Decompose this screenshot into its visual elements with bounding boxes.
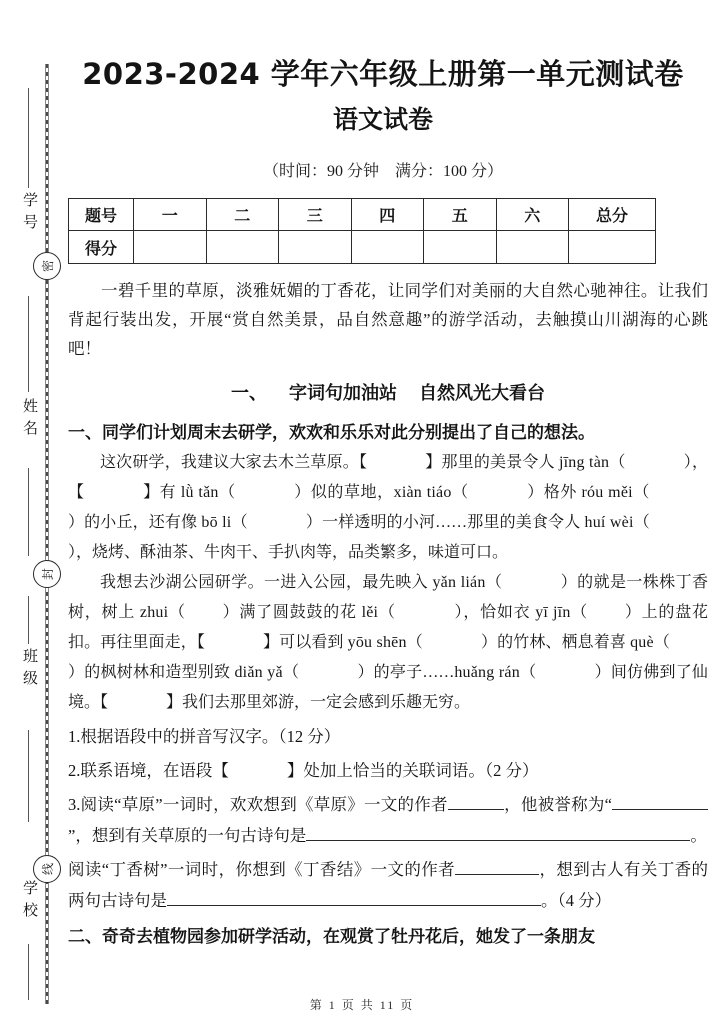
answer-blank-11[interactable] bbox=[423, 628, 481, 658]
passage-b-text-7: 的竹林、栖息着喜 bbox=[497, 634, 626, 651]
section-heading-one bbox=[68, 379, 708, 405]
answer-blank-3[interactable] bbox=[469, 478, 527, 508]
bracket-blank-a1[interactable] bbox=[367, 448, 425, 478]
page-footer: 第 1 页 共 11 页 bbox=[309, 998, 415, 1012]
sub-question-3-text-d: 。 bbox=[690, 826, 707, 845]
answer-line-author-caoyuan[interactable] bbox=[448, 794, 504, 810]
answer-line-honorific[interactable] bbox=[612, 794, 708, 810]
answer-blank-12[interactable] bbox=[670, 628, 708, 658]
passage-a-text-9: ，烧烤、酥油茶、牛肉干、手扒肉等，品类繁多，味道可口。 bbox=[76, 544, 509, 561]
sub-question-4 bbox=[68, 854, 708, 916]
pinyin-jingtan: jīng tàn bbox=[558, 454, 610, 471]
pinyin-zhui: zhui bbox=[139, 604, 169, 621]
sub-question-4-text-c: 。（4 分） bbox=[541, 891, 612, 910]
sub-question-2-text-a: 2.联系语境，在语段【 bbox=[68, 761, 229, 780]
seal-field-name: 姓名 bbox=[21, 398, 37, 442]
answer-line-author-dingxiang[interactable] bbox=[455, 859, 539, 875]
passage-b-text-1: 我想去沙湖公园研学。一进入公园，最先映入 bbox=[100, 574, 429, 591]
answer-blank-13[interactable] bbox=[299, 658, 357, 688]
answer-line-poem-caoyuan-2[interactable] bbox=[606, 825, 690, 841]
pinyin-huangran: huǎng rán bbox=[454, 664, 520, 681]
passage-a-text-1: 这次研学，我建议大家去木兰草原。【 bbox=[100, 454, 368, 471]
seal-stamp-feng: 封 bbox=[33, 560, 61, 588]
sub-question-3-text-c: ”，想到有关草原的一句古诗句是 bbox=[68, 826, 307, 845]
passage-a-text-4: 】有 bbox=[142, 484, 177, 501]
seal-rule-6 bbox=[28, 944, 29, 1000]
score-cell-5[interactable] bbox=[424, 231, 497, 264]
seal-rule-4 bbox=[28, 596, 29, 644]
passage-b-text-5: 上的盘花扣。再往里面走，【 bbox=[68, 604, 708, 651]
pinyin-huiwei: huí wèi bbox=[584, 514, 634, 531]
exam-body bbox=[68, 276, 708, 952]
answer-blank-6[interactable] bbox=[650, 508, 708, 538]
sealing-line-sidebar bbox=[0, 0, 60, 1024]
passage-b-text-11: 】我们去那里郊游，一定会感到乐趣无穷。 bbox=[166, 694, 471, 711]
pinyin-yijin: yī jīn bbox=[535, 604, 571, 621]
score-cell-total[interactable] bbox=[569, 231, 656, 264]
score-table bbox=[68, 198, 656, 264]
passage-b-text-9: 的亭子…… bbox=[373, 664, 455, 681]
sub-question-3 bbox=[68, 789, 708, 851]
score-cell-1[interactable] bbox=[134, 231, 207, 264]
passage-a-text-7: 的小丘，还有像 bbox=[84, 514, 198, 531]
answer-blank-2[interactable] bbox=[236, 478, 294, 508]
seal-field-school: 学校 bbox=[21, 880, 37, 924]
table-row-header bbox=[69, 199, 656, 231]
table-row-score bbox=[69, 231, 656, 264]
seal-rule-3 bbox=[28, 468, 29, 556]
question-1-passage-a: 这次研学，我建议大家去木兰草原。【 】那里的美景令人 jīng tàn（ ），【 】有 lǜ tǎn（ ）似的草地，xiàn tiáo（ ）格外 róu měi（ ）的小丘，还有像 bō li（ ）一样透明的小河……那里的美食令人 huí wèi（ ），烧烤、酥油茶、牛肉干、手扒肉等，品类繁多，味道可口。 bbox=[68, 448, 708, 568]
passage-b-text-2: 的就是一株株丁香树，树上 bbox=[68, 574, 708, 621]
seal-stamp-xian: 线 bbox=[33, 855, 61, 883]
pinyin-xiantiao: xiàn tiáo bbox=[393, 484, 452, 501]
passage-b-text-8: 的枫树林和造型别致 bbox=[84, 664, 231, 681]
passage-b-text-10: 间仿佛到了仙境。【 bbox=[68, 664, 708, 711]
answer-blank-4[interactable] bbox=[650, 478, 708, 508]
section-subname: 自然风光大看台 bbox=[419, 383, 545, 404]
passage-a-text-3: ，【 bbox=[68, 454, 708, 501]
exam-total-score: 满分：100 分） bbox=[395, 163, 504, 180]
sub-question-2 bbox=[68, 755, 708, 786]
seal-rule-5 bbox=[28, 730, 29, 822]
answer-line-poem-dingxiang-1[interactable] bbox=[167, 890, 517, 906]
pinyin-lvtan: lǜ tǎn bbox=[180, 484, 219, 501]
pinyin-youshen: yōu shēn bbox=[347, 634, 407, 651]
passage-b-text-4: ，恰如衣 bbox=[463, 604, 531, 621]
answer-blank-1[interactable] bbox=[626, 448, 684, 478]
answer-blank-7[interactable] bbox=[502, 568, 560, 598]
passage-a-text-5: 似的草地， bbox=[310, 484, 394, 501]
question-1-passage-b: 我想去沙湖公园研学。一进入公园，最先映入 yǎn lián（ ）的就是一株株丁香树，树上 zhui（ ）满了圆鼓鼓的花 lěi（ ），恰如衣 yī jīn（ ）上的盘花扣。再往里面走，【 】可以看到 yōu shēn（ ）的竹林、栖息着喜 què（ ）的枫树林和造型别致 diǎn yǎ（ ）的亭子……huǎng rán（ ）间仿佛到了仙境。【 】我们去那里郊游，一定会感到乐趣无穷。 bbox=[68, 568, 708, 718]
table-header-label: 题号 bbox=[69, 199, 134, 231]
sub-question-4-text-a: 阅读“丁香树”一词时，你想到《丁香结》一文的作者 bbox=[68, 860, 456, 879]
bracket-blank-q2[interactable] bbox=[229, 755, 287, 786]
pinyin-yanlian: yǎn lián bbox=[432, 574, 486, 591]
sub-question-3-text-b: ，他被誉称为“ bbox=[503, 795, 612, 814]
passage-b-text-6: 】可以看到 bbox=[262, 634, 344, 651]
score-cell-4[interactable] bbox=[351, 231, 424, 264]
intro-paragraph: 一碧千里的草原，淡雅妩媚的丁香花，让同学们对美丽的大自然心驰神往。让我们背起行装出发，开展“赏自然美景，品自然意趣”的游学活动，去触摸山川湖海的心跳吧！ bbox=[68, 281, 708, 358]
seal-rule-1 bbox=[28, 88, 29, 188]
sub-question-3-text-a: 3.阅读“草原”一词时，欢欢想到《草原》一文的作者 bbox=[68, 795, 448, 814]
seal-stamp-mi: 密 bbox=[33, 252, 61, 280]
answer-blank-9[interactable] bbox=[396, 598, 454, 628]
bracket-blank-b2[interactable] bbox=[108, 688, 166, 718]
answer-line-poem-dingxiang-2[interactable] bbox=[517, 890, 541, 906]
passage-b-text-3: 满了圆鼓鼓的花 bbox=[239, 604, 357, 621]
answer-line-poem-caoyuan-1[interactable] bbox=[306, 825, 606, 841]
seal-rule-2 bbox=[28, 296, 29, 392]
page-subtitle: 语文试卷 bbox=[332, 105, 433, 134]
bracket-blank-b1[interactable] bbox=[205, 628, 263, 658]
answer-blank-5[interactable] bbox=[248, 508, 306, 538]
exam-duration: （时间：90 分钟 bbox=[262, 163, 379, 180]
pinyin-lei: lěi bbox=[361, 604, 379, 621]
section-name: 字词句加油站 bbox=[289, 383, 397, 404]
seal-field-student-id: 学号 bbox=[21, 192, 37, 236]
seal-field-class: 班级 bbox=[21, 648, 37, 692]
score-cell-6[interactable] bbox=[496, 231, 569, 264]
pinyin-boli: bō li bbox=[201, 514, 232, 531]
exam-meta bbox=[58, 158, 708, 181]
answer-blank-14[interactable] bbox=[536, 658, 594, 688]
question-1-stem: 一、同学们计划周末去研学，欢欢和乐乐对此分别提出了自己的想法。 bbox=[68, 423, 595, 443]
score-cell-3[interactable] bbox=[279, 231, 352, 264]
sub-question-1: 1.根据语段中的拼音写汉字。（12 分） bbox=[68, 727, 341, 746]
bracket-blank-a2[interactable] bbox=[85, 478, 143, 508]
table-header-col-4: 四 bbox=[351, 199, 424, 231]
passage-a-text-6: 格外 bbox=[543, 484, 577, 501]
section-number: 一、 bbox=[231, 383, 267, 404]
table-header-col-2: 二 bbox=[206, 199, 279, 231]
table-header-col-3: 三 bbox=[279, 199, 352, 231]
passage-a-text-8: 一样透明的小河……那里的美食令人 bbox=[322, 514, 581, 531]
score-cell-2[interactable] bbox=[206, 231, 279, 264]
table-row-label-score: 得分 bbox=[69, 231, 134, 264]
pinyin-roumei: róu měi bbox=[581, 484, 633, 501]
sub-question-4-text-b: ，想到古人有关丁香的两句古诗句是 bbox=[68, 860, 709, 910]
pinyin-que: què bbox=[630, 634, 654, 651]
answer-blank-10[interactable] bbox=[588, 598, 624, 628]
sub-question-2-text-b: 】处加上恰当的关联词语。（2 分） bbox=[286, 761, 539, 780]
table-header-col-total: 总分 bbox=[569, 199, 656, 231]
table-header-col-5: 五 bbox=[424, 199, 497, 231]
table-header-col-6: 六 bbox=[496, 199, 569, 231]
page-title: 2023-2024 学年六年级上册第一单元测试卷 bbox=[82, 57, 684, 91]
table-header-col-1: 一 bbox=[134, 199, 207, 231]
pinyin-dianya: diǎn yǎ bbox=[234, 664, 283, 681]
answer-blank-8[interactable] bbox=[186, 598, 222, 628]
question-2-stem: 二、奇奇去植物园参加研学活动，在观赏了牡丹花后，她发了一条朋友 bbox=[68, 927, 595, 947]
passage-a-text-2: 】那里的美景令人 bbox=[425, 454, 555, 471]
